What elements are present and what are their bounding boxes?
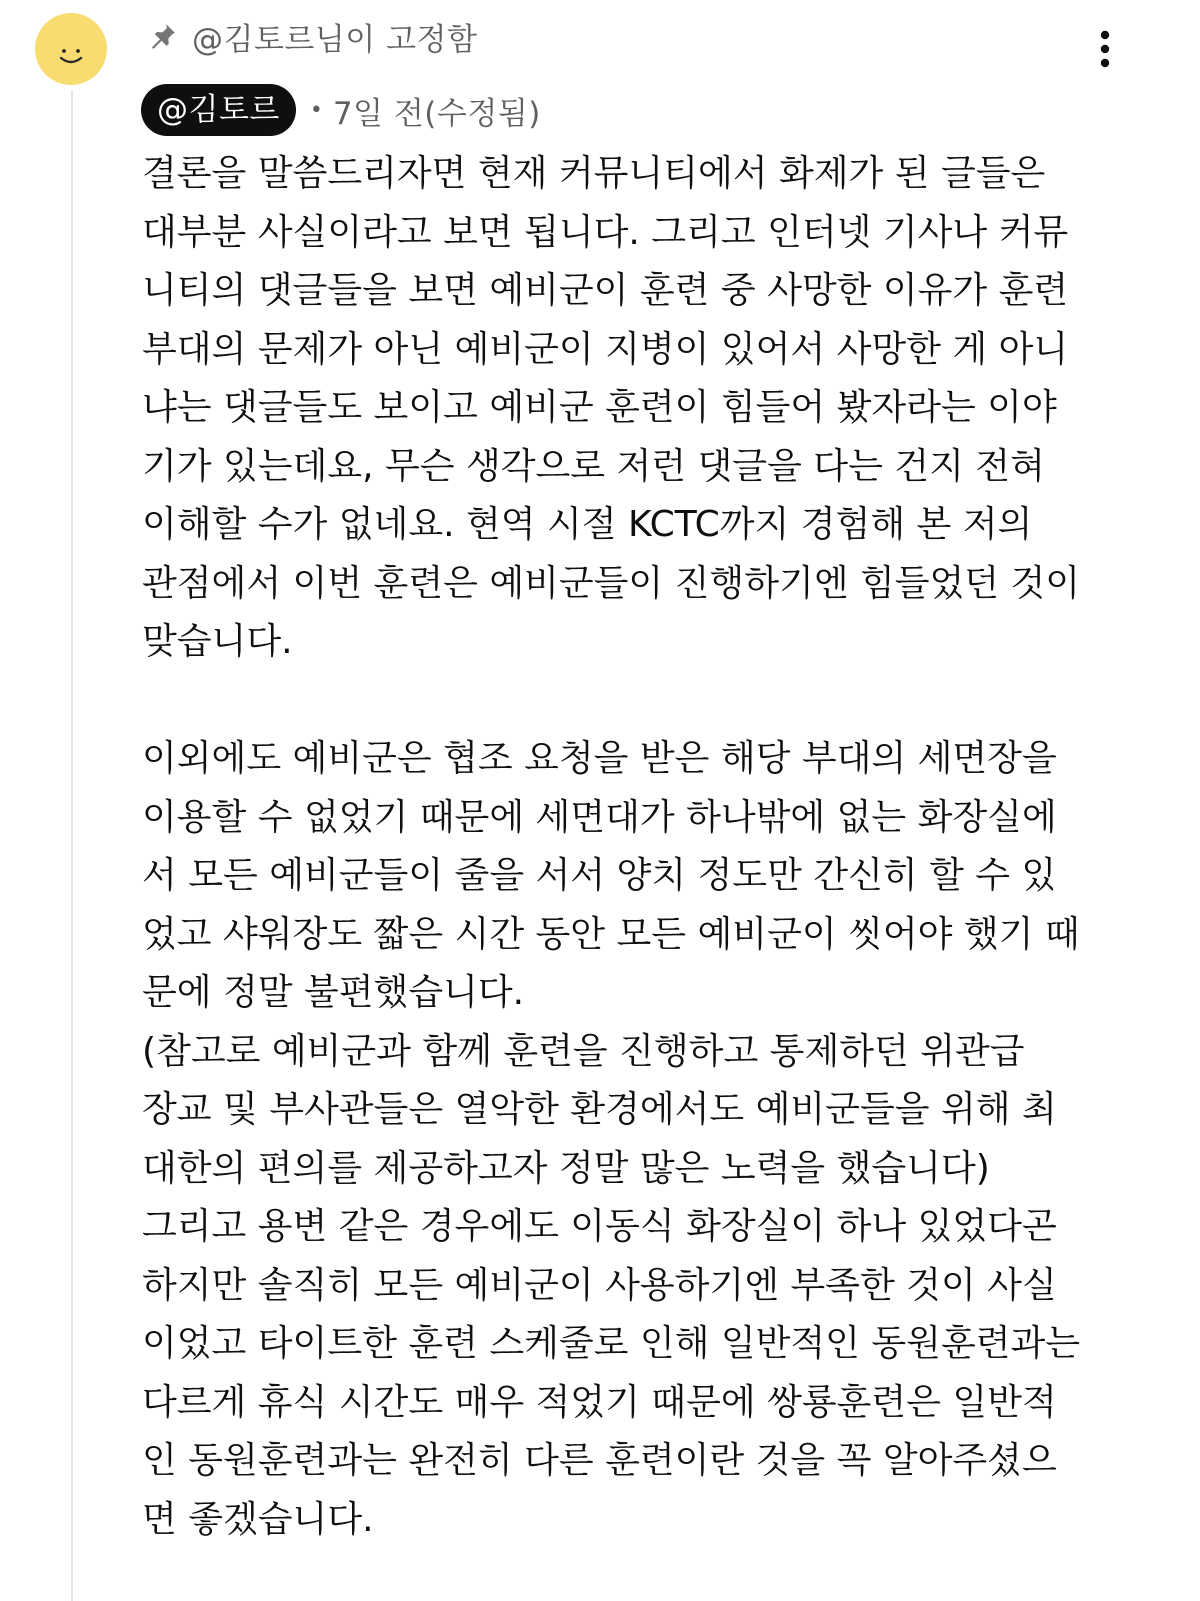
thread-line <box>71 90 73 1601</box>
comment-timestamp[interactable]: 7일 전(수정됨) <box>332 95 541 132</box>
comment-body <box>142 145 1162 1549</box>
author-handle-chip[interactable]: @김토르 <box>141 84 296 136</box>
comment-paragraph: 이외에도 예비군은 협조 요청을 받은 해당 부대의 세면장을 이용할 수 없었기 때문에 세면대가 하나밖에 없는 화장실에 서 모든 예비군들이 줄을 서서 양치 정도만 간신히 할 수 있 었고 샤워장도 짧은 시간 동안 모든 예비군이 씻어야 했기 때 문에 정말 불편했습니다. (참고로 예비군과 함께 훈련을 진행하고 통제하던 위관급 장교 및 부사관들은 열악한 환경에서도 예비군들을 위해 최 대한의 편의를 제공하고자 정말 많은 노력을 했습니다) 그리고 용변 같은 경우에도 이동식 화장실이 하나 있었다곤 하지만 솔직히 모든 예비군이 사용하기엔 부족한 것이 사실 이었고 타이트한 훈련 스케줄로 인해 일반적인 동원훈련과는 다르게 휴식 시간도 매우 적었기 때문에 쌍룡훈련은 일반적 인 동원훈련과는 완전히 다른 훈련이란 것을 꼭 알아주셨으 면 좋겠습니다. <box>142 738 1081 1540</box>
pinned-indicator <box>148 14 477 58</box>
pinned-label: @김토르님이 고정함 <box>192 21 478 58</box>
comment-header <box>141 84 541 136</box>
meta-separator: • <box>309 97 323 123</box>
pin-icon <box>148 21 178 51</box>
comment-paragraph: 결론을 말씀드리자면 현재 커뮤니티에서 화제가 된 글들은 대부분 사실이라고 보면 됩니다. 그리고 인터넷 기사나 커뮤 니티의 댓글들을 보면 예비군이 훈련 중 사망한 이유가 훈련 부대의 문제가 아닌 예비군이 지병이 있어서 사망한 게 아니 냐는 댓글들도 보이고 예비군 훈련이 힘들어 봤자라는 이야 기가 있는데요, 무슨 생각으로 저런 댓글을 다는 건지 전혀 이해할 수가 없네요. 현역 시절 KCTC까지 경험해 본 저의 관점에서 이번 훈련은 예비군들이 진행하기엔 힘들었던 것이 맞습니다. <box>142 153 1081 662</box>
avatar[interactable] <box>35 13 107 85</box>
smiley-face-icon <box>35 13 107 85</box>
paragraph-gap <box>142 672 1162 731</box>
more-vertical-icon <box>1097 28 1113 70</box>
more-options-button[interactable] <box>1085 24 1125 74</box>
